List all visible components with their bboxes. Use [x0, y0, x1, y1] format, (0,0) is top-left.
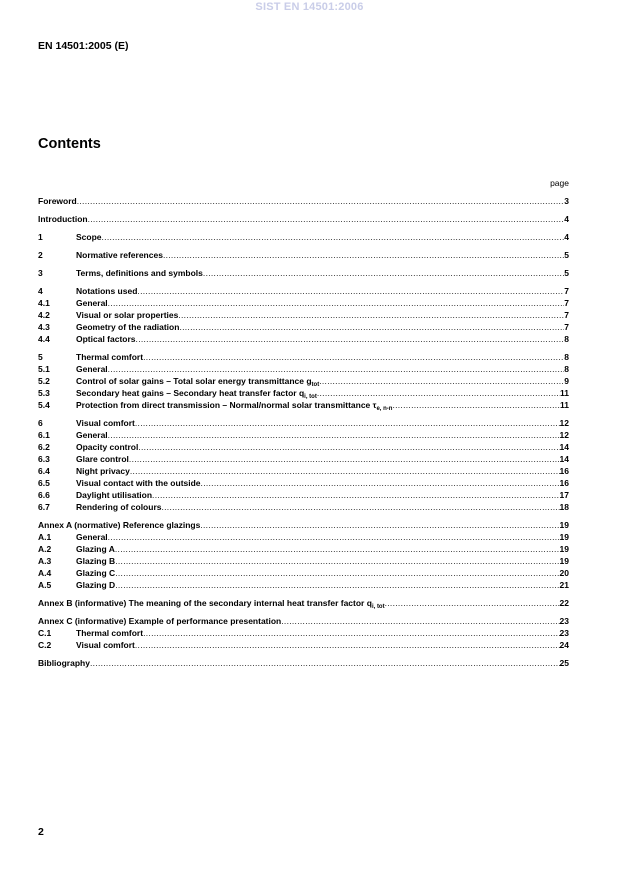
toc-entry-page: 16 — [559, 466, 569, 476]
toc-entry-title — [76, 364, 108, 375]
toc-entry-subscript: tot — [311, 382, 320, 388]
toc-entry-page: 14 — [559, 454, 569, 464]
toc-dot-leader — [392, 400, 560, 411]
toc-entry-number: 4.1 — [38, 298, 50, 308]
toc-dot-leader — [137, 286, 564, 297]
toc-entry[interactable] — [38, 580, 569, 591]
toc-entry-number: A.1 — [38, 532, 52, 542]
toc-entry[interactable] — [38, 250, 569, 261]
toc-entry-number: A.4 — [38, 568, 52, 578]
toc-entry-title — [76, 502, 161, 513]
toc-entry-title-text: Rendering of colours — [76, 502, 162, 512]
toc-entry-page: 3 — [564, 196, 569, 206]
standard-header: EN 14501:2005 (E) — [38, 40, 129, 52]
toc-dot-leader — [108, 364, 565, 375]
toc-entry-title-text: General — [76, 298, 108, 308]
toc-entry-title-text: Scope — [76, 232, 102, 242]
toc-entry-number: 3 — [38, 268, 43, 278]
toc-entry[interactable] — [38, 568, 569, 579]
toc-entry-title — [76, 568, 115, 579]
toc-entry-title — [76, 442, 138, 453]
toc-entry-title-text: Normative references — [76, 250, 163, 260]
toc-dot-leader — [130, 466, 560, 477]
toc-entry-title — [76, 580, 115, 591]
toc-entry-title — [38, 658, 90, 669]
toc-entry-page: 16 — [559, 478, 569, 488]
toc-entry-title-text: Night privacy — [76, 466, 130, 476]
toc-entry-number: 6.7 — [38, 502, 50, 512]
toc-entry[interactable] — [38, 322, 569, 333]
toc-dot-leader — [135, 640, 560, 651]
toc-entry-page: 7 — [564, 298, 569, 308]
toc-entry-title — [76, 454, 129, 465]
toc-entry[interactable] — [38, 466, 569, 477]
toc-entry-page: 18 — [559, 502, 569, 512]
toc-entry-number: 6.4 — [38, 466, 50, 476]
toc-entry-title-text: Thermal comfort — [76, 352, 144, 362]
toc-dot-leader — [203, 268, 564, 279]
toc-entry-title-text: Glazing B — [76, 556, 116, 566]
toc-entry-title — [76, 400, 392, 411]
toc-entry-title — [38, 616, 281, 627]
toc-entry-page: 14 — [559, 442, 569, 452]
toc-entry-number: 5.1 — [38, 364, 50, 374]
toc-entry-number: 5.4 — [38, 400, 50, 410]
toc-entry-title — [38, 520, 200, 531]
toc-entry-title-text: Visual comfort — [76, 640, 135, 650]
toc-entry[interactable] — [38, 556, 569, 567]
toc-dot-leader — [135, 418, 560, 429]
toc-dot-leader — [281, 616, 559, 627]
toc-entry[interactable] — [38, 214, 569, 225]
toc-entry-title-text: General — [76, 430, 108, 440]
toc-entry-page: 11 — [560, 388, 569, 398]
toc-entry-page: 9 — [564, 376, 569, 386]
toc-entry-number: 5.2 — [38, 376, 50, 386]
toc-entry-page: 4 — [564, 232, 569, 242]
toc-entry-title-text: Foreword — [38, 196, 77, 206]
toc-entry-subscript: i, tot — [371, 604, 385, 610]
toc-entry-number: 5.3 — [38, 388, 50, 398]
toc-entry-title — [76, 268, 203, 279]
toc-entry-title — [76, 430, 108, 441]
toc-entry-page: 12 — [559, 418, 569, 428]
toc-entry[interactable] — [38, 502, 569, 513]
toc-dot-leader — [179, 322, 564, 333]
toc-entry-title-text: Protection from direct transmission – Normal/normal solar transmittance τ — [76, 400, 377, 410]
toc-dot-leader — [317, 388, 560, 399]
toc-entry-number: 5 — [38, 352, 43, 362]
toc-dot-leader — [136, 334, 565, 345]
toc-entry-title-text: Visual comfort — [76, 418, 135, 428]
toc-entry[interactable] — [38, 418, 569, 429]
toc-entry[interactable] — [38, 490, 569, 501]
toc-entry-page: 17 — [559, 490, 569, 500]
toc-dot-leader — [138, 442, 559, 453]
toc-entry-title — [76, 310, 178, 321]
toc-entry-page: 23 — [559, 628, 569, 638]
toc-entry-number: 6.3 — [38, 454, 50, 464]
toc-entry-subscript: e, n-n — [376, 406, 393, 412]
toc-entry-title-text: Opacity control — [76, 442, 139, 452]
toc-entry-title-text: Notations used — [76, 286, 138, 296]
toc-entry-title-text: General — [76, 532, 108, 542]
toc-entry-number: A.2 — [38, 544, 52, 554]
toc-entry-title-text: Introduction — [38, 214, 88, 224]
toc-dot-leader — [143, 628, 559, 639]
toc-dot-leader — [88, 214, 565, 225]
toc-entry[interactable] — [38, 430, 569, 441]
toc-entry-page: 19 — [559, 556, 569, 566]
toc-entry-number: C.1 — [38, 628, 52, 638]
toc-entry-title — [76, 532, 108, 543]
toc-dot-leader — [115, 568, 559, 579]
toc-entry-title — [38, 598, 385, 609]
page-number: 2 — [38, 826, 44, 838]
toc-entry-title — [76, 232, 102, 243]
toc-entry-subscript: i, tot — [304, 394, 317, 400]
toc-dot-leader — [108, 298, 565, 309]
toc-entry[interactable] — [38, 454, 569, 465]
toc-entry-title — [76, 334, 136, 345]
toc-entry-title — [76, 322, 179, 333]
toc-entry-title-text: Bibliography — [38, 658, 90, 668]
toc-entry[interactable] — [38, 286, 569, 297]
toc-entry-title-text: Secondary heat gains – Secondary heat transfer factor q — [76, 388, 305, 398]
toc-entry-title-text: Annex B (informative) The meaning of the secondary internal heat transfer factor q — [38, 598, 372, 608]
toc-entry[interactable] — [38, 532, 569, 543]
toc-entry-title — [76, 628, 143, 639]
toc-entry[interactable] — [38, 658, 569, 669]
toc-entry-number: 4 — [38, 286, 43, 296]
toc-entry-page: 19 — [559, 544, 569, 554]
toc-entry-number: 6 — [38, 418, 43, 428]
toc-dot-leader — [102, 232, 565, 243]
toc-entry-number: 6.2 — [38, 442, 50, 452]
toc-entry[interactable] — [38, 196, 569, 207]
toc-entry-page: 19 — [559, 532, 569, 542]
toc-dot-leader — [201, 478, 560, 489]
toc-dot-leader — [143, 352, 564, 363]
toc-entry-number: 4.3 — [38, 322, 50, 332]
toc-entry-number: A.5 — [38, 580, 52, 590]
toc-entry-page: 8 — [564, 352, 569, 362]
toc-entry-title-text: Annex C (informative) Example of performance presentation — [38, 616, 282, 626]
toc-entry[interactable] — [38, 232, 569, 243]
toc-entry-title-text: Glazing A — [76, 544, 115, 554]
toc-entry-title — [76, 544, 115, 555]
toc-entry-number: 4.4 — [38, 334, 50, 344]
toc-entry-page: 7 — [564, 286, 569, 296]
toc-entry-title-text: Visual or solar properties — [76, 310, 179, 320]
toc-entry-page: 4 — [564, 214, 569, 224]
toc-entry-title — [76, 640, 135, 651]
toc-dot-leader — [115, 556, 559, 567]
toc-entry-number: 2 — [38, 250, 43, 260]
toc-entry[interactable] — [38, 310, 569, 321]
toc-entry[interactable] — [38, 334, 569, 345]
toc-entry[interactable] — [38, 442, 569, 453]
toc-dot-leader — [77, 196, 565, 207]
toc-entry-page: 19 — [559, 520, 569, 530]
toc-dot-leader — [200, 520, 559, 531]
toc-entry-number: 6.5 — [38, 478, 50, 488]
toc-entry-number: 1 — [38, 232, 43, 242]
toc-entry-number: 6.6 — [38, 490, 50, 500]
toc-entry[interactable] — [38, 364, 569, 375]
toc-entry[interactable] — [38, 520, 569, 531]
toc-entry-page: 23 — [559, 616, 569, 626]
toc-entry-page: 8 — [564, 364, 569, 374]
toc-entry-title — [38, 196, 77, 207]
toc-entry-title — [76, 298, 108, 309]
toc-dot-leader — [385, 598, 560, 609]
toc-entry-page: 25 — [559, 658, 569, 668]
toc-entry[interactable] — [38, 544, 569, 555]
toc-entry[interactable] — [38, 376, 569, 387]
toc-entry-page: 8 — [564, 334, 569, 344]
toc-entry-page: 7 — [564, 322, 569, 332]
toc-entry-number: A.3 — [38, 556, 52, 566]
toc-dot-leader — [152, 490, 560, 501]
toc-entry[interactable] — [38, 400, 569, 411]
toc-entry-title — [76, 490, 152, 501]
toc-entry-title — [76, 478, 201, 489]
toc-entry-title-text: Optical factors — [76, 334, 136, 344]
toc-entry-title-text: Control of solar gains – Total solar energy transmittance g — [76, 376, 312, 386]
toc-entry-page: 20 — [559, 568, 569, 578]
toc-entry-page: 7 — [564, 310, 569, 320]
toc-entry-title — [76, 376, 319, 387]
toc-entry-number: 6.1 — [38, 430, 50, 440]
toc-entry[interactable] — [38, 298, 569, 309]
toc-entry-title-text: Visual contact with the outside — [76, 478, 201, 488]
toc-entry[interactable] — [38, 628, 569, 639]
page-title: Contents — [38, 136, 101, 152]
toc-entry-title-text: Geometry of the radiation — [76, 322, 180, 332]
toc-entry[interactable] — [38, 598, 569, 609]
toc-entry-title-text: Daylight utilisation — [76, 490, 153, 500]
toc-entry-page: 5 — [564, 250, 569, 260]
toc-entry-title-text: General — [76, 364, 108, 374]
toc-entry-title — [76, 388, 317, 399]
toc-entry-title-text: Glazing C — [76, 568, 116, 578]
toc-entry-title — [76, 418, 135, 429]
watermark: SIST EN 14501:2006 — [255, 1, 364, 13]
toc-dot-leader — [129, 454, 560, 465]
toc-dot-leader — [178, 310, 564, 321]
toc-dot-leader — [163, 250, 564, 261]
toc-entry-title — [38, 214, 88, 225]
toc-entry-page: 22 — [559, 598, 569, 608]
toc-entry[interactable] — [38, 388, 569, 399]
toc-dot-leader — [115, 580, 559, 591]
toc-entry-title-text: Glazing D — [76, 580, 116, 590]
toc-entry-title — [76, 286, 137, 297]
toc-entry-number: C.2 — [38, 640, 52, 650]
toc-entry-title-text: Annex A (normative) Reference glazings — [38, 520, 201, 530]
toc-entry[interactable] — [38, 352, 569, 363]
toc-dot-leader — [161, 502, 559, 513]
toc-entry-page: 21 — [559, 580, 569, 590]
toc-entry-title — [76, 556, 115, 567]
toc-entry-page: 12 — [559, 430, 569, 440]
toc-entry-page: 5 — [564, 268, 569, 278]
toc-entry[interactable] — [38, 268, 569, 279]
toc-entry-title-text: Terms, definitions and symbols — [76, 268, 203, 278]
toc-entry-title — [76, 352, 143, 363]
toc-dot-leader — [108, 532, 560, 543]
toc-entry[interactable] — [38, 640, 569, 651]
toc-entry-title — [76, 250, 163, 261]
toc-dot-leader — [90, 658, 560, 669]
toc-entry[interactable] — [38, 478, 569, 489]
toc-entry-title-text: Thermal comfort — [76, 628, 144, 638]
toc-entry-title — [76, 466, 130, 477]
toc-entry-title-text: Glare control — [76, 454, 129, 464]
toc-dot-leader — [319, 376, 564, 387]
toc-entry-page: 24 — [559, 640, 569, 650]
toc-dot-leader — [115, 544, 560, 555]
toc-entry-number: 4.2 — [38, 310, 50, 320]
toc-entry[interactable] — [38, 616, 569, 627]
page-column-label: page — [550, 178, 569, 188]
toc-entry-page: 11 — [560, 400, 569, 410]
toc-dot-leader — [108, 430, 560, 441]
